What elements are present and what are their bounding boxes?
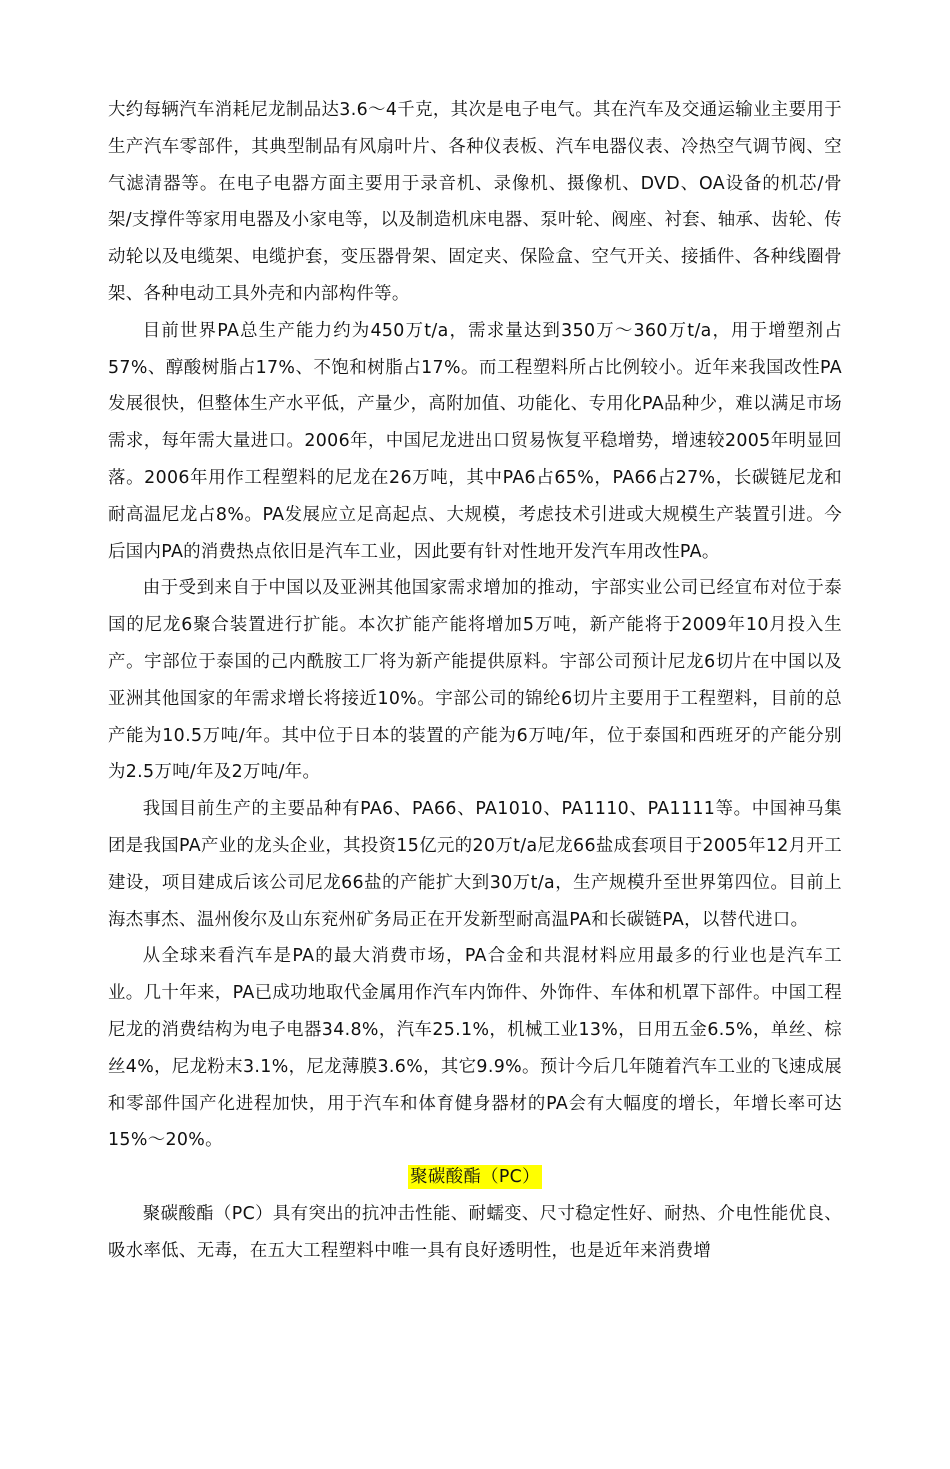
paragraph-world-pa-capacity: 目前世界PA总生产能力约为450万t/a，需求量达到350万～360万t/a，用于增塑剂占57%、醇酸树脂占17%、不饱和树脂占17%。而工程塑料所占比例较小。近年来我国改性PA发展很快，但整体生产水平低，产量少，高附加值、功能化、专用化PA品种少，难以满足市场需求，每年需大量进口。2006年，中国尼龙进出口贸易恢复平稳增势，增速较2005年明显回落。2006年用作工程塑料的尼龙在26万吨，其中PA6占65%，PA66占27%，长碳链尼龙和耐高温尼龙占8%。PA发展应立足高起点、大规模，考虑技术引进或大规模生产装置引进。今后国内PA的消费热点依旧是汽车工业，因此要有针对性地开发汽车用改性PA。 bbox=[108, 320, 842, 562]
paragraph-pc-intro: 聚碳酸酯（PC）具有突出的抗冲击性能、耐蠕变、尺寸稳定性好、耐热、介电性能优良、吸水率低、无毒，在五大工程塑料中唯一具有良好透明性，也是近年来消费增 bbox=[108, 1203, 842, 1261]
paragraph-continuation: 大约每辆汽车消耗尼龙制品达3.6～4千克，其次是电子电气。其在汽车及交通运输业主要用于生产汽车零部件，其典型制品有风扇叶片、各种仪表板、汽车电器仪表、冷热空气调节阀、空气滤清器等。在电子电器方面主要用于录音机、录像机、摄像机、DVD、OA设备的机芯/骨架/支撑件等家用电器及小家电等，以及制造机床电器、泵叶轮、阀座、衬套、轴承、齿轮、传动轮以及电缆架、电缆护套，变压器骨架、固定夹、保险盒、空气开关、接插件、各种线圈骨架、各种电动工具外壳和内部构件等。 bbox=[108, 100, 842, 304]
paragraph-china-pa-varieties: 我国目前生产的主要品种有PA6、PA66、PA1010、PA1110、PA1111等。中国神马集团是我国PA产业的龙头企业，其投资15亿元的20万t/a尼龙66盐成套项目于2005年12月开工建设，项目建成后该公司尼龙66盐的产能扩大到30万t/a，生产规模升至世界第四位。目前上海杰事杰、温州俊尔及山东兖州矿务局正在开发新型耐高温PA和长碳链PA，以替代进口。 bbox=[108, 799, 842, 930]
paragraph-ube-expansion: 由于受到来自于中国以及亚洲其他国家需求增加的推动，宇部实业公司已经宣布对位于泰国的尼龙6聚合装置进行扩能。本次扩能产能将增加5万吨，新产能将于2009年10月投入生产。宇部位于泰国的己内酰胺工厂将为新产能提供原料。宇部公司预计尼龙6切片在中国以及亚洲其他国家的年需求增长将接近10%。宇部公司的锦纶6切片主要用于工程塑料，目前的总产能为10.5万吨/年。其中位于日本的装置的产能为6万吨/年，位于泰国和西班牙的产能分别为2.5万吨/年及2万吨/年。 bbox=[108, 578, 842, 783]
section-heading-container bbox=[108, 1159, 842, 1196]
paragraph-pa-consumption-market: 从全球来看汽车是PA的最大消费市场，PA合金和共混材料应用最多的行业也是汽车工业。几十年来，PA已成功地取代金属用作汽车内饰件、外饰件、车体和机罩下部件。中国工程尼龙的消费结构为电子电器34.8%，汽车25.1%，机械工业13%，日用五金6.5%，单丝、棕丝4%，尼龙粉末3.1%，尼龙薄膜3.6%，其它9.9%。预计今后几年随着汽车工业的飞速成展和零部件国产化进程加快，用于汽车和体育健身器材的PA会有大幅度的增长，年增长率可达15%～20%。 bbox=[108, 946, 842, 1151]
document-body bbox=[108, 92, 842, 1270]
section-heading-pc: 聚碳酸酯（PC） bbox=[410, 1167, 540, 1188]
